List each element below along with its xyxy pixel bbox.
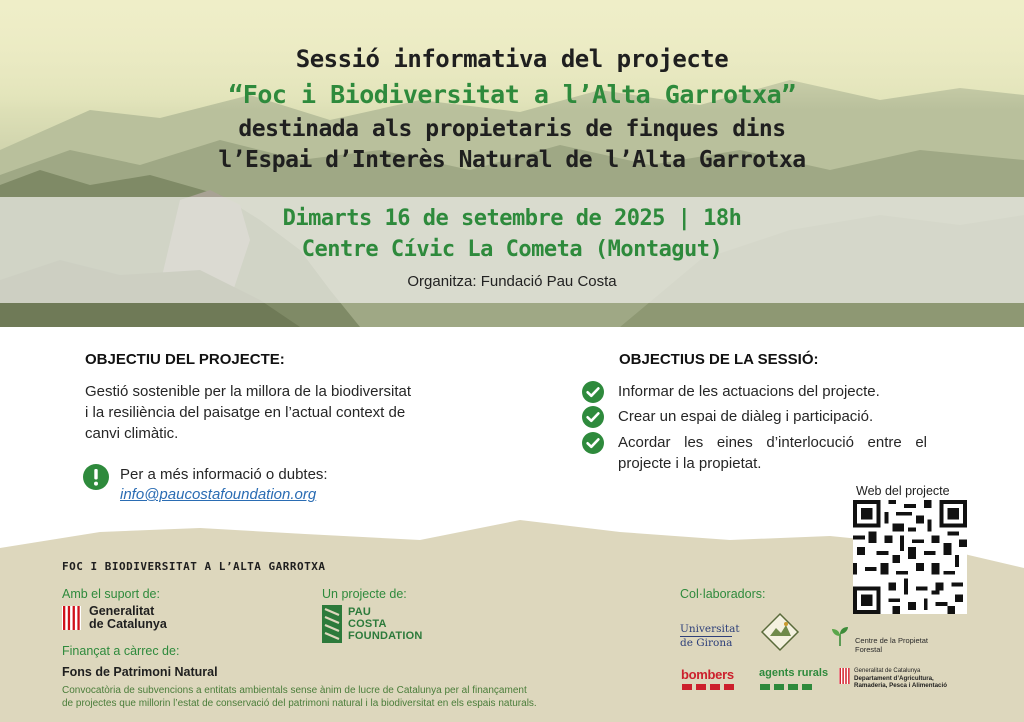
session-objective-text: Acordar les eines d’interlocució entre el projecte i la propietat.: [618, 434, 927, 472]
project-by-label: Un projecte de:: [322, 587, 407, 601]
contact-email-link[interactable]: info@paucostafoundation.org: [120, 486, 317, 503]
event-venue: Centre Cívic La Cometa (Montagut): [301, 237, 723, 262]
objective-heading: OBJECTIU DEL PROJECTE:: [85, 351, 285, 368]
universitat-girona-logo: [680, 624, 740, 649]
exclamation-circle-icon: [83, 464, 109, 490]
fund-note-line-1: Convocatòria de subvencions a entitats ambientals sense ànim de lucre de Catalunya per al finançament: [62, 685, 527, 696]
agents-rurals-logo: agents rurals: [759, 667, 829, 679]
fund-name: Fons de Patrimoni Natural: [62, 665, 218, 679]
funded-label: Finançat a càrrec de:: [62, 644, 180, 658]
gencat-name-line-1: Generalitat: [89, 604, 155, 618]
check-circle-icon: [582, 406, 604, 428]
udg-line-2: de Girona: [680, 637, 733, 649]
session-objective-item: [582, 432, 927, 474]
senyera-icon: [62, 606, 81, 630]
agents-rurals-stripes: [760, 684, 812, 690]
qr-code-icon[interactable]: [853, 500, 967, 614]
collaborators-label: Col·laboradors:: [680, 587, 766, 601]
session-heading: OBJECTIUS DE LA SESSIÓ:: [619, 351, 819, 368]
info-text: Per a més informació o dubtes:: [120, 466, 328, 483]
event-date: Dimarts 16 de setembre de 2025 | 18h: [282, 206, 742, 231]
title-line-4: l’Espai d’Interès Natural de l’Alta Garrotxa: [218, 147, 806, 173]
dept-line-3: Ramaderia, Pesca i Alimentació: [854, 682, 947, 689]
consorci-alta-garrotxa-logo: [760, 612, 800, 652]
objective-text-line-3: canvi climàtic.: [85, 425, 179, 442]
title-line-1: Sessió informativa del projecte: [295, 45, 729, 73]
check-circle-icon: [582, 381, 604, 403]
check-circle-icon: [582, 432, 604, 454]
generalitat-logo: [62, 605, 167, 631]
session-objective-item: [582, 381, 927, 403]
centre-propietat-forestal-logo: [829, 625, 928, 654]
bombers-logo: bombers: [681, 667, 734, 682]
objective-text-line-2: i la resiliència del paisatge en l’actual context de: [85, 404, 406, 421]
fund-note-line-2: de projectes que millorin l’estat de conservació del patrimoni natural i la biodiversitat en els espais naturals.: [62, 698, 537, 709]
session-objective-text: Informar de les actuacions del projecte.: [618, 383, 880, 400]
gencat-name-line-2: de Catalunya: [89, 617, 167, 631]
udg-line-1: Universitat: [680, 623, 740, 635]
title-line-3: destinada als propietaris de finques dins: [238, 116, 786, 142]
footer-project-title: FOC I BIODIVERSITAT A L’ALTA GARROTXA: [62, 560, 326, 573]
pau-costa-logo: [322, 605, 423, 643]
bombers-stripes: [682, 684, 734, 690]
sprout-icon: [829, 625, 851, 647]
organizer: Organitza: Fundació Pau Costa: [407, 273, 617, 290]
dept-line-2: Departament d’Agricultura,: [854, 675, 934, 682]
hero-banner: [0, 0, 1024, 327]
web-label: Web del projecte: [856, 484, 950, 498]
pau-name-line-2: COSTA: [348, 618, 387, 630]
senyera-icon: [839, 668, 850, 684]
cpf-line-2: Forestal: [855, 645, 883, 654]
pau-name-line-1: PAU: [348, 606, 372, 618]
cpf-line-1: Centre de la Propietat: [855, 636, 928, 645]
support-label: Amb el suport de:: [62, 587, 160, 601]
pau-name-line-3: FOUNDATION: [348, 630, 423, 642]
objective-text-line-1: Gestió sostenible per la millora de la biodiversitat: [85, 383, 411, 400]
pau-costa-mark-icon: [322, 605, 342, 643]
project-name: “Foc i Biodiversitat a l’Alta Garrotxa”: [228, 80, 796, 109]
session-objective-text: Crear un espai de diàleg i participació.: [618, 408, 874, 425]
departament-agricultura-logo: [839, 668, 947, 689]
session-objective-item: [582, 406, 927, 428]
dept-line-1: Generalitat de Catalunya: [854, 668, 921, 674]
